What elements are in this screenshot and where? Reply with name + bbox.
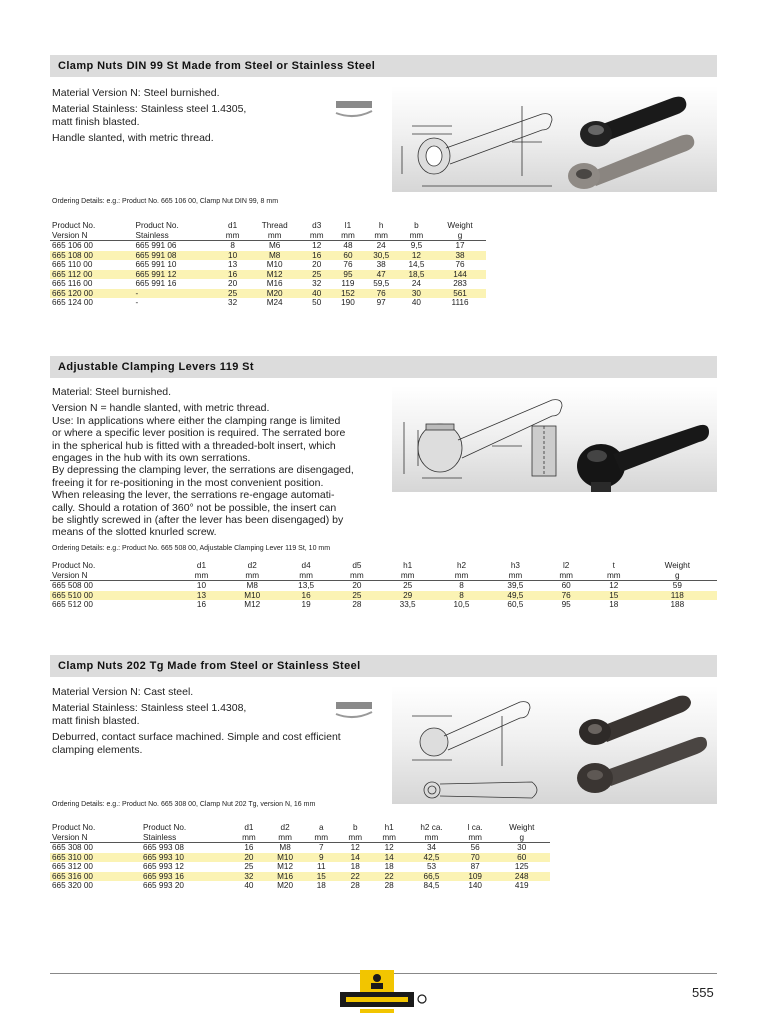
- table-cell: 15: [304, 872, 338, 882]
- table-cell: 30,5: [364, 251, 399, 261]
- table-cell: 32: [228, 298, 238, 307]
- table-cell: M6: [268, 241, 281, 250]
- table-cell: 19: [301, 600, 311, 609]
- table-cell: 38: [376, 260, 386, 269]
- table-cell: 38: [434, 251, 486, 261]
- page-number: 555: [692, 985, 714, 1000]
- desc-line: in the spherical hub is fitted with a threaded-bolt insert, which: [52, 439, 336, 452]
- table-cell: 665 512 00: [52, 600, 93, 609]
- col-header: d1 mm: [242, 823, 256, 842]
- table-cell: 20: [312, 260, 322, 269]
- table-cell: 40: [244, 881, 254, 890]
- section-title-clamp-nuts-202tg: Clamp Nuts 202 Tg Made from Steel or Stainless Steel: [50, 655, 717, 677]
- table-row: [50, 881, 550, 891]
- table-header-row: [50, 823, 550, 843]
- table-cell: 28: [352, 600, 362, 609]
- table-cell: 28: [350, 881, 360, 890]
- desc-line: Material Stainless: Stainless steel 1.4305,: [52, 103, 247, 116]
- table-cell: 665 112 00: [50, 270, 134, 280]
- table-cell: -: [134, 289, 218, 299]
- table-cell: 7: [318, 843, 324, 852]
- table-cell: 13: [228, 260, 238, 269]
- table-cell: 561: [434, 289, 486, 299]
- table-cell: M12: [244, 600, 261, 609]
- table-cell: 665 991 12: [134, 270, 218, 280]
- table-cell: 56: [470, 843, 480, 852]
- table-cell: 665 110 00: [52, 260, 93, 269]
- table-cell: 20: [232, 853, 266, 863]
- product-image-panel: [392, 86, 717, 192]
- table-cell: M24: [266, 298, 283, 307]
- section-description: [52, 686, 341, 760]
- table-cell: M20: [277, 881, 294, 890]
- table-cell: M8: [248, 251, 301, 261]
- section-title-adjustable-levers: Adjustable Clamping Levers 119 St: [50, 356, 717, 378]
- table-cell: 30: [517, 843, 527, 852]
- table-row: [50, 600, 717, 610]
- col-header: a mm: [314, 823, 329, 842]
- desc-line: matt finish blasted.: [52, 714, 140, 727]
- table-cell: 40: [301, 289, 332, 299]
- table-cell: 34: [426, 843, 437, 852]
- table-cell: 10,5: [453, 600, 470, 609]
- desc-line: freeing it for re-positioning in the most convenient position.: [52, 476, 324, 489]
- col-header: Product No. Stainless: [135, 221, 179, 240]
- table-cell: M10: [266, 260, 283, 269]
- table-cell: 12: [399, 251, 434, 261]
- table-cell: 665 106 00: [52, 241, 93, 250]
- table-cell: 11: [317, 862, 326, 871]
- table-cell: 50: [312, 298, 322, 307]
- table-cell: 22: [372, 872, 406, 882]
- table-cell: 665 993 16: [141, 872, 232, 882]
- stainless-logo: [332, 96, 376, 118]
- col-header: l2 mm: [559, 561, 573, 580]
- table-cell: 60: [561, 581, 571, 590]
- desc-line: Material: Steel burnished.: [52, 386, 172, 398]
- table-cell: -: [135, 298, 139, 307]
- technical-drawing: [392, 686, 562, 804]
- table-cell: 125: [514, 862, 529, 871]
- table-cell: 665 993 12: [142, 862, 184, 871]
- ordering-details: Ordering Details: e.g.: Product No. 665 508 00, Adjustable Clamping Lever 119 St, 10 mm: [52, 545, 331, 552]
- col-header: h1 mm: [382, 823, 396, 842]
- col-header: Product No. Stainless: [142, 823, 187, 842]
- table-cell: 76: [455, 260, 465, 269]
- col-header: Weight g: [509, 823, 535, 842]
- table-cell: 95: [561, 600, 571, 609]
- table-cell: 283: [453, 279, 467, 288]
- table-cell: 665 508 00: [52, 581, 93, 590]
- table-cell: 17: [455, 241, 465, 250]
- table-cell: 20: [228, 279, 238, 288]
- table-cell: 119: [341, 279, 355, 288]
- table-cell: 144: [434, 270, 486, 280]
- desc-line: When releasing the lever, the serrations re-engage automati-: [52, 489, 335, 502]
- table-row: [50, 872, 550, 882]
- table-cell: 10: [196, 581, 207, 590]
- technical-drawing: [392, 86, 572, 192]
- col-header: d2 mm: [245, 561, 260, 580]
- table-cell: 25: [217, 289, 248, 299]
- table-cell: 16: [301, 251, 332, 261]
- table-cell: 25: [244, 862, 254, 871]
- table-row: [50, 241, 486, 251]
- col-header: Product No. Version N: [52, 221, 96, 240]
- col-header: h mm: [374, 221, 388, 240]
- table-cell: M16: [266, 279, 283, 288]
- desc-line: Material Stainless: Stainless steel 1.4308,: [52, 702, 247, 715]
- table-cell: 59: [672, 581, 682, 590]
- table-cell: 18: [609, 600, 619, 609]
- spec-table-adjustable-levers: [50, 561, 717, 610]
- desc-line: matt finish blasted.: [52, 115, 140, 128]
- ordering-details: Ordering Details: e.g.: Product No. 665 106 00, Clamp Nut DIN 99, 8 mm: [52, 198, 279, 205]
- col-header: d3 mm: [309, 221, 324, 240]
- table-cell: 8: [459, 581, 464, 590]
- desc-line: Material Version N: Cast steel.: [52, 686, 194, 698]
- table-row: [50, 260, 486, 270]
- table-row: [50, 298, 486, 308]
- col-header: h2 mm: [454, 561, 469, 580]
- table-cell: 60: [332, 251, 363, 261]
- desc-line: cally. Should a rotation of 360° not be possible, the insert can: [52, 501, 337, 514]
- table-cell: 66,5: [406, 872, 457, 882]
- table-cell: 18: [384, 862, 394, 871]
- table-cell: 152: [332, 289, 363, 299]
- col-header: Thread mm: [261, 221, 288, 240]
- table-cell: 28: [384, 881, 394, 890]
- table-cell: 665 116 00: [52, 279, 93, 288]
- table-cell: M16: [266, 872, 304, 882]
- table-cell: M8: [279, 843, 291, 852]
- table-row: [50, 843, 550, 853]
- col-header: l ca. mm: [467, 823, 483, 842]
- table-cell: 15: [590, 591, 638, 601]
- table-cell: 30: [399, 289, 434, 299]
- col-header: b mm: [409, 221, 424, 240]
- table-cell: 32: [312, 279, 322, 288]
- desc-line: or where a specific lever position is required. The serrated bore: [52, 427, 346, 440]
- maedler-logo: [338, 968, 434, 1016]
- col-header: h1 mm: [400, 561, 415, 580]
- table-cell: M8: [246, 581, 258, 590]
- table-cell: 665 510 00: [50, 591, 178, 601]
- table-cell: 14: [338, 853, 372, 863]
- table-cell: 665 312 00: [52, 862, 93, 871]
- table-cell: 1116: [451, 298, 469, 307]
- col-header: d5 mm: [350, 561, 364, 580]
- product-photo: [567, 686, 717, 804]
- table-cell: 665 320 00: [52, 881, 93, 890]
- table-cell: M10: [266, 853, 304, 863]
- table-cell: 13: [178, 591, 226, 601]
- table-cell: 47: [364, 270, 399, 280]
- col-header: d2 mm: [278, 823, 292, 842]
- spec-table-202tg: [50, 823, 550, 891]
- table-cell: 665 993 10: [141, 853, 232, 863]
- desc-line: Use: In applications where either the clamping range is limited: [52, 414, 341, 427]
- table-cell: 12: [609, 581, 619, 590]
- table-cell: 188: [670, 600, 685, 609]
- table-row: [50, 853, 550, 863]
- table-cell: 12: [312, 241, 322, 250]
- desc-line: Handle slanted, with metric thread.: [52, 132, 214, 145]
- table-cell: 25: [403, 581, 413, 590]
- desc-line: engages in the hub with its own serrations.: [52, 452, 251, 465]
- table-header-row: [50, 221, 486, 241]
- ordering-details: Ordering Details: e.g.: Product No. 665 308 00, Clamp Nut 202 Tg, version N, 16 mm: [52, 801, 316, 808]
- table-cell: 60: [493, 853, 550, 863]
- table-header-row: [50, 561, 717, 581]
- table-cell: 248: [493, 872, 550, 882]
- table-cell: 665 993 08: [142, 843, 184, 852]
- table-cell: 33,5: [399, 600, 416, 609]
- col-header: d1 mm: [194, 561, 209, 580]
- table-cell: 140: [468, 881, 482, 890]
- table-cell: 40: [411, 298, 421, 307]
- table-cell: 76: [343, 260, 353, 269]
- table-cell: 16: [217, 270, 248, 280]
- table-cell: 49,5: [488, 591, 542, 601]
- col-header: h3 mm: [508, 561, 523, 580]
- table-cell: 8: [230, 241, 235, 250]
- table-cell: 10: [217, 251, 248, 261]
- table-cell: 18: [316, 881, 326, 890]
- col-header: b mm: [348, 823, 363, 842]
- table-cell: 97: [376, 298, 386, 307]
- col-header: Weight g: [664, 561, 690, 580]
- table-cell: 53: [426, 862, 437, 871]
- table-cell: 24: [411, 279, 421, 288]
- table-cell: 190: [341, 298, 355, 307]
- table-cell: 118: [638, 591, 717, 601]
- table-cell: 95: [332, 270, 363, 280]
- table-cell: 29: [381, 591, 435, 601]
- table-cell: 419: [514, 881, 529, 890]
- table-cell: 87: [470, 862, 480, 871]
- table-cell: 16: [244, 843, 254, 852]
- table-cell: 665 993 20: [142, 881, 184, 890]
- section-description: [52, 386, 382, 539]
- table-cell: 18: [350, 862, 360, 871]
- col-header: h2 ca. mm: [420, 823, 443, 842]
- spec-table-din99: [50, 221, 486, 308]
- table-cell: 665 991 10: [135, 260, 177, 269]
- col-header: t mm: [606, 561, 621, 580]
- table-cell: 8: [435, 591, 489, 601]
- table-cell: 665 991 06: [135, 241, 177, 250]
- table-cell: M10: [225, 591, 279, 601]
- table-cell: 665 310 00: [50, 853, 141, 863]
- table-cell: 60,5: [507, 600, 524, 609]
- table-row: [50, 862, 550, 872]
- product-photo: [567, 386, 717, 492]
- table-row: [50, 581, 717, 591]
- desc-line: be slightly screwed in (after the lever has been disengaged) by: [52, 514, 344, 527]
- table-row: [50, 251, 486, 261]
- table-cell: 76: [542, 591, 590, 601]
- table-cell: 9: [304, 853, 338, 863]
- table-cell: 22: [338, 872, 372, 882]
- table-cell: 16: [196, 600, 207, 609]
- table-row: [50, 279, 486, 289]
- col-header: Product No. Version N: [52, 823, 96, 842]
- table-cell: M12: [248, 270, 301, 280]
- product-image-panel: [392, 386, 717, 492]
- table-cell: 76: [364, 289, 399, 299]
- desc-line: clamping elements.: [52, 743, 143, 756]
- table-cell: 665 991 08: [134, 251, 218, 261]
- table-row: [50, 270, 486, 280]
- section-title-clamp-nuts-din99: Clamp Nuts DIN 99 St Made from Steel or Stainless Steel: [50, 55, 717, 77]
- table-row: [50, 591, 717, 601]
- table-cell: M20: [248, 289, 301, 299]
- table-cell: 39,5: [507, 581, 524, 590]
- table-cell: 665 316 00: [50, 872, 141, 882]
- desc-line: By depressing the clamping lever, the serrations are disengaged,: [52, 464, 354, 477]
- table-cell: 25: [301, 270, 332, 280]
- table-cell: 665 120 00: [50, 289, 134, 299]
- table-cell: 24: [376, 241, 386, 250]
- table-cell: 42,5: [406, 853, 457, 863]
- table-cell: 70: [457, 853, 494, 863]
- table-cell: 32: [232, 872, 266, 882]
- desc-line: Version N = handle slanted, with metric thread.: [52, 402, 270, 415]
- col-header: Product No. Version N: [52, 561, 96, 580]
- col-header: d1 mm: [225, 221, 240, 240]
- col-header: Weight g: [447, 221, 473, 240]
- table-cell: 13,5: [298, 581, 315, 590]
- table-cell: 665 124 00: [52, 298, 93, 307]
- table-cell: 48: [343, 241, 353, 250]
- table-cell: 109: [457, 872, 494, 882]
- table-cell: 16: [279, 591, 333, 601]
- desc-line: Material Version N: Steel burnished.: [52, 87, 220, 99]
- table-cell: 12: [350, 843, 360, 852]
- product-photo: [552, 86, 712, 192]
- section-description: [52, 87, 246, 149]
- table-cell: 665 108 00: [50, 251, 134, 261]
- table-cell: 84,5: [423, 881, 440, 890]
- col-header: l1 mm: [341, 221, 355, 240]
- table-cell: 20: [352, 581, 362, 590]
- stainless-logo: [332, 697, 376, 719]
- col-header: d4 mm: [299, 561, 313, 580]
- desc-line: Deburred, contact surface machined. Simple and cost efficient: [52, 731, 341, 744]
- table-cell: 18,5: [399, 270, 434, 280]
- table-cell: M12: [277, 862, 294, 871]
- table-cell: 25: [333, 591, 381, 601]
- table-cell: 12: [384, 843, 394, 852]
- technical-drawing: [392, 386, 582, 492]
- table-cell: 59,5: [373, 279, 390, 288]
- product-image-panel: [392, 686, 717, 804]
- table-cell: 665 308 00: [52, 843, 93, 852]
- table-cell: 14,5: [408, 260, 425, 269]
- table-cell: 14: [372, 853, 406, 863]
- table-cell: 665 991 16: [135, 279, 177, 288]
- desc-line: means of the slotted knurled screw.: [52, 526, 217, 539]
- table-cell: 9,5: [410, 241, 423, 250]
- table-row: [50, 289, 486, 299]
